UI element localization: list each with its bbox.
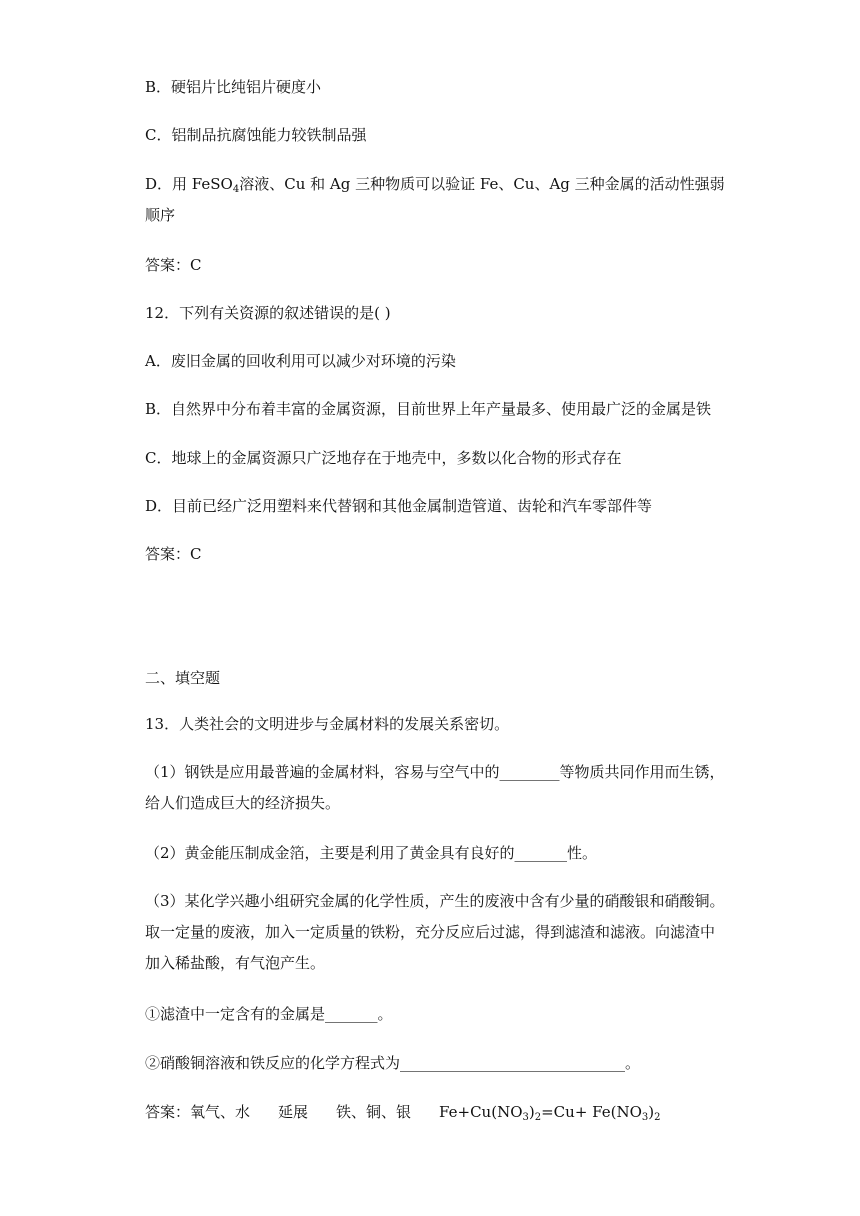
q13-part1-line2: 给人们造成巨大的经济损失。 — [145, 794, 341, 812]
q12-stem: 12．下列有关资源的叙述错误的是( ) — [145, 304, 391, 322]
q13-answer — [145, 1101, 661, 1123]
section-heading: 二、填空题 — [145, 669, 221, 687]
q11-option-d-pre: D．用 FeSO — [145, 175, 233, 193]
q13-part3-line1: （3）某化学兴趣小组研究金属的化学性质，产生的废液中含有少量的硝酸银和硝酸铜。 — [145, 892, 725, 910]
q13-answer-equation — [439, 1103, 660, 1121]
q13-sub2: ②硝酸铜溶液和铁反应的化学方程式为______________________________。 — [145, 1054, 641, 1072]
q13-answer-1: 答案：氧气、水 — [145, 1103, 251, 1121]
q11-option-b: B．硬铝片比纯铝片硬度小 — [145, 78, 322, 96]
q13-part3-line2: 取一定量的废液，加入一定质量的铁粉，充分反应后过滤，得到滤渣和滤液。向滤渣中 — [145, 923, 716, 941]
q12-option-d: D．目前已经广泛用塑料来代替钢和其他金属制造管道、齿轮和汽车零部件等 — [145, 497, 653, 515]
q13-part2: （2）黄金能压制成金箔，主要是利用了黄金具有良好的_______性。 — [145, 844, 598, 862]
eq-sub-1: 3 — [522, 1112, 529, 1123]
q13-answer-3: 铁、铜、银 — [336, 1103, 412, 1121]
q11-answer: 答案：C — [145, 256, 202, 274]
eq-part-d: ) — [648, 1103, 655, 1121]
q11-option-d-continued: 顺序 — [145, 206, 176, 224]
q11-option-d — [145, 173, 725, 195]
eq-sub-4: 2 — [654, 1112, 661, 1123]
q12-option-c: C．地球上的金属资源只广泛地存在于地壳中，多数以化合物的形式存在 — [145, 449, 622, 467]
q13-sub1: ①滤渣中一定含有的金属是_______。 — [145, 1005, 393, 1023]
q12-option-b: B．自然界中分布着丰富的金属资源，目前世界上年产量最多、使用最广泛的金属是铁 — [145, 400, 712, 418]
eq-part-b: ) — [528, 1103, 535, 1121]
eq-part-a: Fe+Cu(NO — [439, 1103, 523, 1121]
q11-option-c: C．铝制品抗腐蚀能力较铁制品强 — [145, 126, 367, 144]
q13-part3-line3: 加入稀盐酸，有气泡产生。 — [145, 954, 326, 972]
q12-option-a: A．废旧金属的回收利用可以减少对环境的污染 — [145, 352, 456, 370]
q13-stem: 13．人类社会的文明进步与金属材料的发展关系密切。 — [145, 715, 510, 733]
eq-part-c: =Cu+ Fe(NO — [541, 1103, 642, 1121]
q13-answer-2: 延展 — [278, 1103, 309, 1121]
q12-answer: 答案：C — [145, 545, 202, 563]
q13-part1-line1: （1）钢铁是应用最普遍的金属材料，容易与空气中的________等物质共同作用而生锈， — [145, 763, 725, 781]
q11-option-d-post: 溶液、Cu 和 Ag 三种物质可以验证 Fe、Cu、Ag 三种金属的活动性强弱 — [239, 175, 725, 193]
eq-sub-2: 2 — [534, 1112, 542, 1123]
q11-option-d-subscript: 4 — [232, 184, 240, 195]
eq-sub-3: 3 — [641, 1112, 649, 1123]
